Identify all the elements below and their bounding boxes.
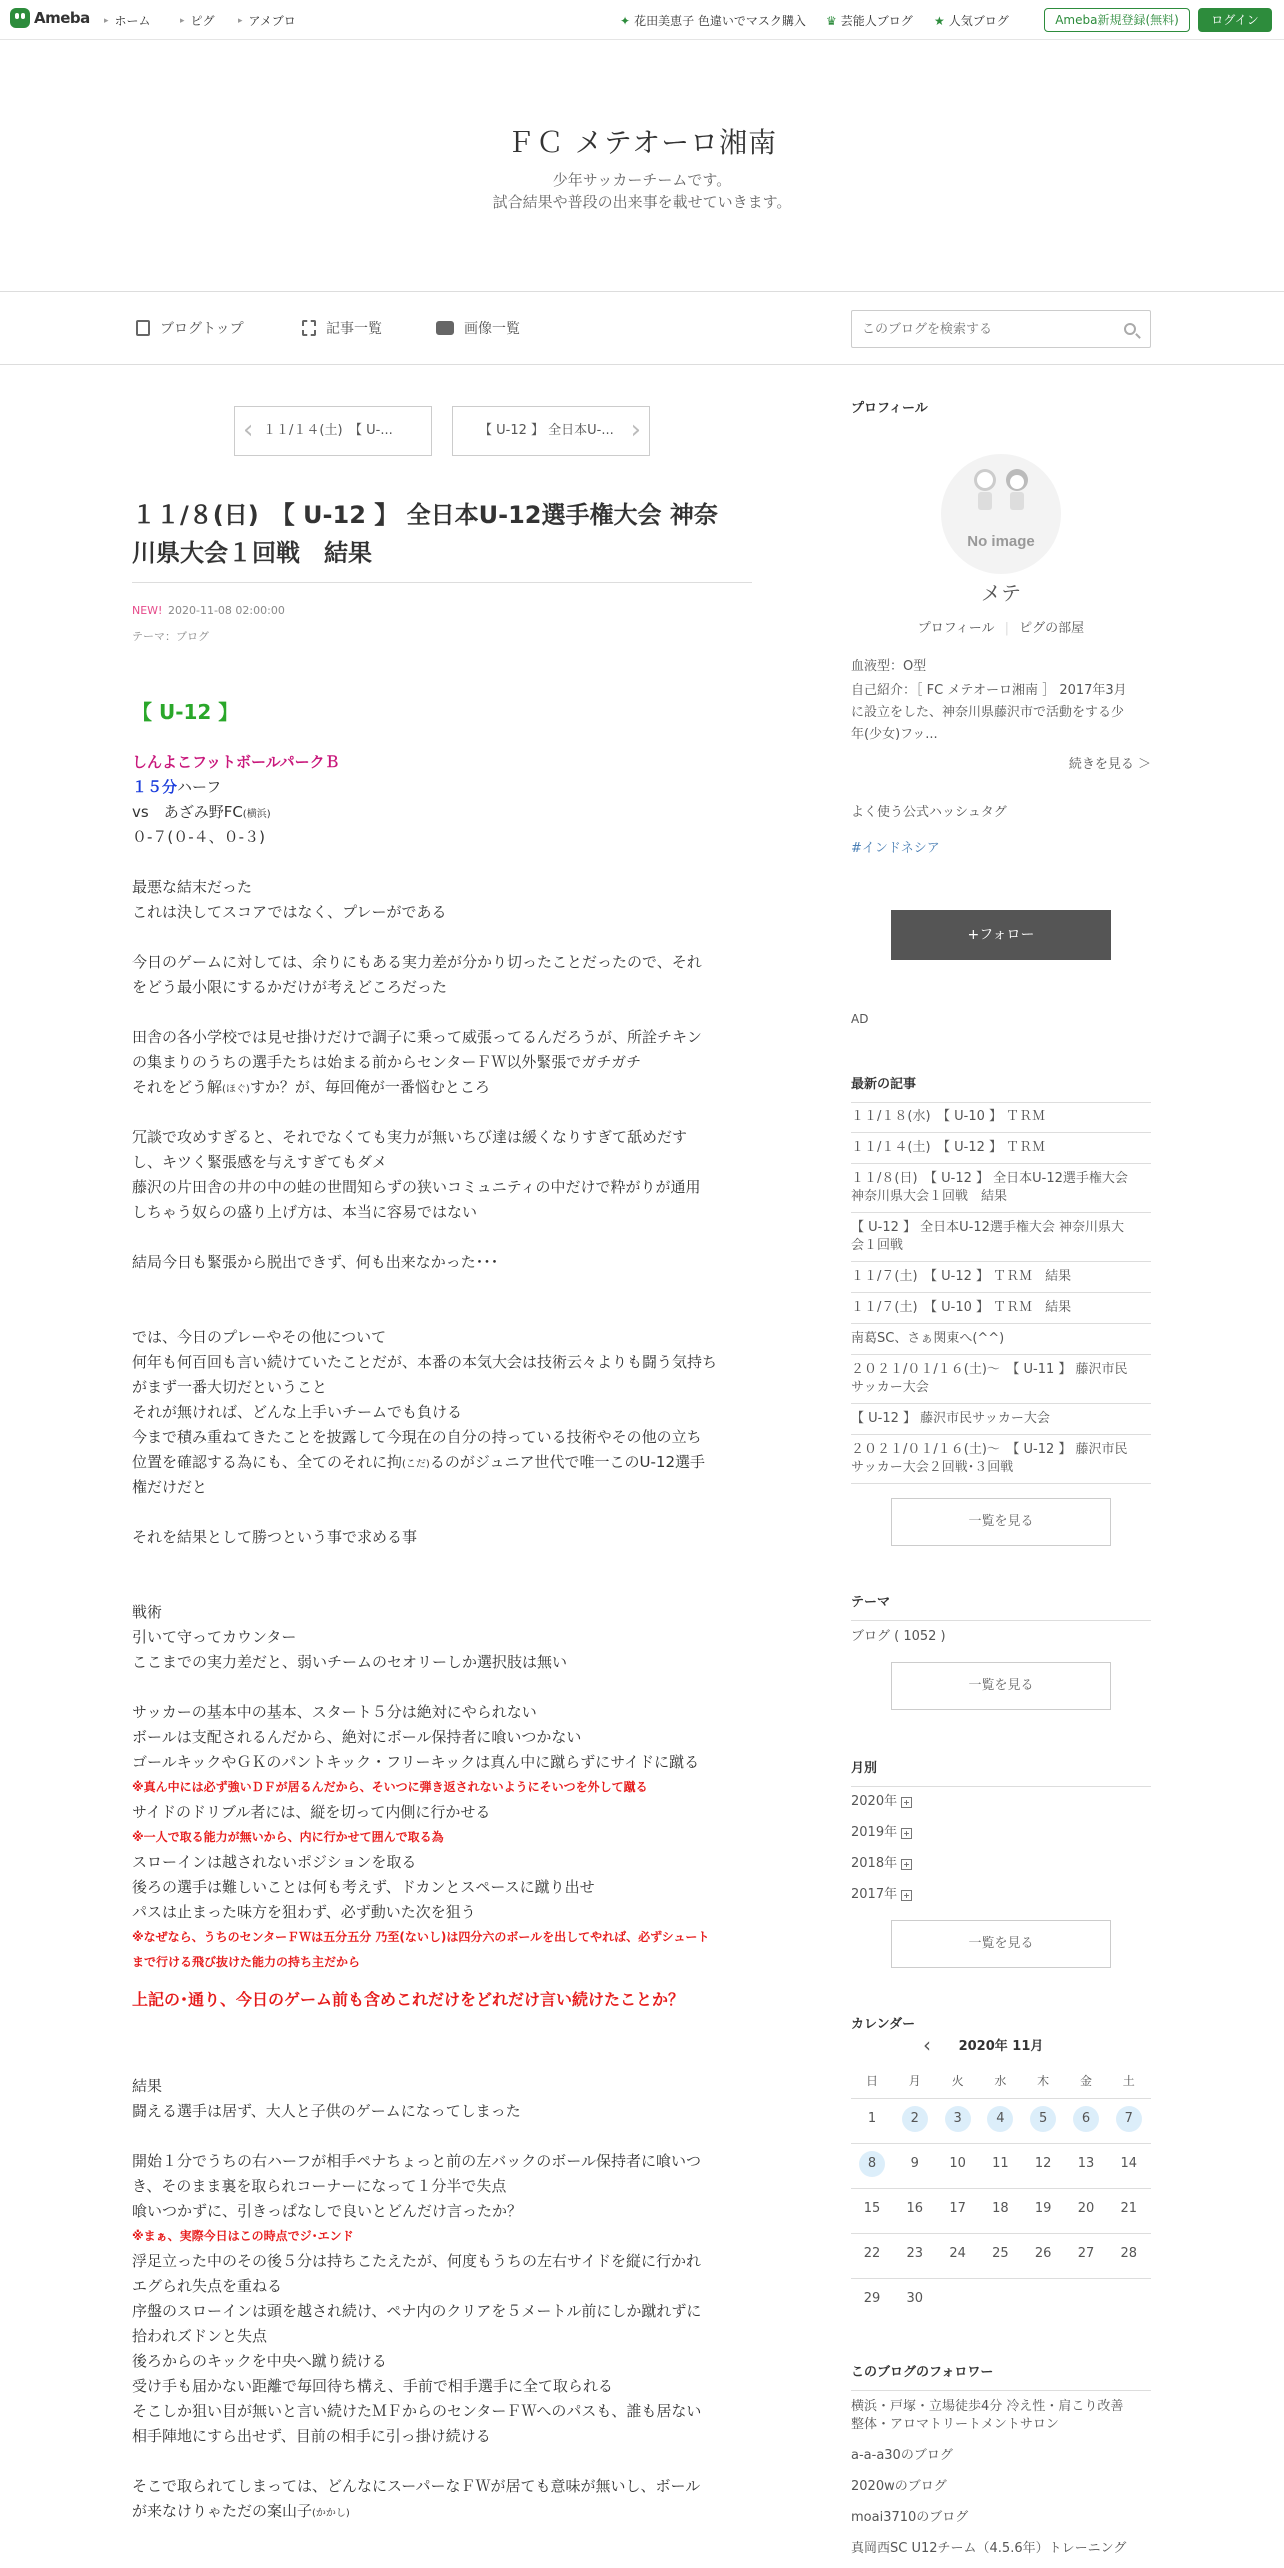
opponent-name: vs あざみ野FC [132, 803, 243, 821]
celebrity-blog-link[interactable] [826, 12, 913, 29]
recent-article-link[interactable] [851, 1139, 1151, 1157]
popular-blog-link[interactable] [934, 12, 1009, 29]
paragraph-line: サイドのドリブル者には、縦を切って内側に行かせる [132, 1803, 491, 1821]
divider [851, 1292, 1151, 1293]
follower-link[interactable] [851, 2509, 1151, 2527]
paragraph-line: 権だけだと [132, 1478, 208, 1496]
calendar-day: 24 [949, 2246, 966, 2261]
read-more-link[interactable]: 続きを見る ＞ [1068, 757, 1151, 772]
expand-icon[interactable] [901, 1859, 912, 1870]
emphasis-line: 上記の･通り、今日のゲーム前も含めこれだけをどれだけ言い続けたことか？ [132, 1990, 685, 2009]
paragraph-line: ゴールキックやＧＫのパントキック・フリーキックは真ん中に蹴らずにサイドに蹴る [132, 1753, 700, 1771]
divider [851, 2390, 1151, 2391]
theme-label: テーマ： [132, 630, 176, 643]
calendar-day: 29 [863, 2291, 881, 2306]
paragraph-line: では、今日のプレーやその他について [132, 1328, 387, 1346]
document-icon [136, 320, 150, 336]
weekday-label: 土 [1122, 2074, 1135, 2088]
paragraph-line: 藤沢の片田舎の井の中の蛙の世間知らずの狭いコミュニティの中だけで粋がりが通用 [132, 1178, 701, 1196]
year-item[interactable] [851, 1793, 1151, 1811]
calendar-month [851, 2033, 1151, 2057]
profile-heading: プロフィール [851, 401, 928, 416]
paragraph-line: 今まで積み重ねてきたことを披露して今現在の自分の持っている技術やその他の立ち [132, 1428, 702, 1446]
camera-icon [436, 321, 454, 335]
logo-text: Ameba [34, 9, 90, 27]
recent-article-title: １１/１４(土) 【 U-12 】 ＴＲＭ [851, 1140, 1046, 1155]
theme-heading: テーマ [851, 1595, 891, 1610]
weekday-label: 月 [908, 2074, 921, 2088]
month-heading: 月別 [851, 1761, 878, 1776]
paragraph-line: スローインは越されないポジションを取る [132, 1853, 417, 1871]
theme-list-all-button[interactable]: 一覧を見る [891, 1662, 1111, 1710]
theme-link[interactable]: ブログ [176, 630, 209, 643]
ruby: (かかし) [312, 2508, 350, 2519]
paragraph-line: 後ろの選手は難しいことは何も考えず、ドカンとスペースに蹴り出せ [132, 1878, 595, 1896]
profile-name: メテ [981, 581, 1021, 605]
month-list-all-button[interactable]: 一覧を見る [891, 1920, 1111, 1968]
self-intro-line: 年(少女)フッ... [851, 727, 938, 742]
blog-description: 少年サッカーチームです。 [552, 171, 732, 189]
blog-header [0, 41, 1284, 291]
divider [851, 2233, 1151, 2234]
calendar-day: 16 [906, 2201, 924, 2216]
ad-label: AD [851, 1012, 869, 1026]
paragraph-line: 最悪な結末だった [132, 878, 253, 896]
paragraph-line: 田舎の各小学校では見せ掛けだけで調子に乗って威張ってるんだろうが、所詮チキン [132, 1028, 702, 1046]
divider [851, 2278, 1151, 2279]
calendar-day: 1 [867, 2111, 877, 2126]
recent-article-link[interactable] [851, 1361, 1151, 1397]
nav-pigg-label: ピグ [190, 14, 215, 28]
nav-blog-top-label: ブログトップ [160, 321, 244, 337]
arrow-icon: ▸ [104, 15, 109, 26]
nav-pigg[interactable] [180, 12, 215, 29]
follower-name: a-a-a30のブログ [851, 2448, 953, 2463]
year-label: 2019年 [851, 1825, 898, 1840]
paragraph-line: 相手陣地にすら出せず、目前の相手に引っ掛け続ける [132, 2427, 491, 2445]
recent-article-title: 南葛SC、さぁ関東へ(^^) [851, 1331, 1005, 1346]
article-title-line: １１/８(日) 【 U-12 】 全日本U-12選手権大会 神奈 [132, 501, 718, 529]
recent-article-title: 【 U-12 】 藤沢市民サッカー大会 [851, 1411, 1050, 1426]
calendar-day: 10 [949, 2156, 966, 2171]
divider [851, 1212, 1151, 1213]
recent-article-link[interactable] [851, 1299, 1151, 1317]
calendar-day-link[interactable]: 2 [902, 2106, 928, 2132]
paragraph-line: 結局今日も緊張から脱出できず、何も出来なかった･･･ [132, 1253, 499, 1271]
paragraph-line: 拾われズドンと失点 [132, 2327, 268, 2345]
text: すか？が、毎回俺が一番悩むところ [249, 1078, 490, 1096]
self-intro-line: 自己紹介：［ FC メテオーロ湘南 ］ 2017年3月 [851, 683, 1127, 698]
blog-nav [0, 291, 1284, 365]
recent-article-title: ２０２１/０１/１６(土)～ 【 U-11 】 藤沢市民 [851, 1362, 1128, 1377]
paragraph-line: 喰いつかずに、引きっぱなしで良いとどんだけ言ったか？ [132, 2202, 523, 2220]
paragraph-line: 浮足立った中のその後５分は持ちこたえたが、何度もうちの左右サイドを縦に行かれ [132, 2252, 701, 2270]
chevron-left-icon[interactable]: ‹ [923, 2033, 931, 2057]
recent-article-link[interactable] [851, 1441, 1151, 1477]
star-icon: ★ [934, 13, 945, 28]
nav-ameblo-label: アメブロ [248, 14, 296, 28]
weekday-label: 日 [865, 2074, 878, 2088]
article-header [132, 496, 752, 572]
nav-ameblo[interactable] [238, 12, 296, 29]
recent-article-link[interactable] [851, 1268, 1151, 1286]
paragraph-line: 今日のゲームに対しては、余りにもある実力差が分かり切ったことだったので、それ [132, 953, 702, 971]
paragraph-line: ボールは支配されるんだから、絶対にボール保持者に喰いつかない [132, 1728, 582, 1746]
divider [132, 582, 752, 583]
recent-article-link[interactable] [851, 1410, 1151, 1428]
recent-article-link[interactable] [851, 1170, 1151, 1206]
calendar-day: 30 [906, 2291, 924, 2306]
text: が来なけりゃただの案山子 [132, 2502, 313, 2520]
paragraph-line: ここまでの実力差だと、弱いチームのセオリーしか選択肢は無い [132, 1653, 568, 1671]
theme-item[interactable]: ブログ ( 1052 ) [851, 1629, 946, 1644]
calendar-day: 14 [1120, 2156, 1138, 2171]
search-input[interactable] [862, 320, 1102, 338]
recent-article-title: １１/７(土) 【 U-12 】 ＴＲＭ 結果 [851, 1269, 1072, 1284]
article-date: 2020-11-08 02:00:00 [168, 604, 285, 617]
next-article-label: 【 U-12 】 全日本U-... [479, 423, 614, 438]
paragraph-line: 受け手も届かない距離で毎回待ち構え、手前で相手選手に全て取られる [132, 2377, 613, 2395]
paragraph-line [132, 1075, 752, 1100]
expand-icon[interactable] [901, 1797, 912, 1808]
match-half [132, 775, 752, 800]
calendar-day: 22 [863, 2246, 881, 2261]
recent-article-title: １１/８(日) 【 U-12 】 全日本U-12選手権大会 [851, 1171, 1128, 1186]
year-label: 2018年 [851, 1856, 898, 1871]
expand-icon[interactable] [901, 1828, 912, 1839]
calendar-day: 23 [906, 2246, 924, 2261]
paragraph-line: 何年も何百回も言い続けていたことだが、本番の本気大会は技術云々よりも闘う気持ち [132, 1353, 718, 1371]
recent-list-all-button[interactable]: 一覧を見る [891, 1498, 1111, 1546]
calendar-day: 17 [949, 2201, 966, 2216]
calendar-day-link[interactable]: 8 [859, 2151, 885, 2177]
calendar-day-link[interactable]: 7 [1116, 2106, 1142, 2132]
recent-article-link[interactable] [851, 1330, 1151, 1348]
divider [851, 1261, 1151, 1262]
ameba-logo-icon [10, 8, 30, 28]
calendar-day: 27 [1077, 2246, 1095, 2261]
follower-name: 真岡西SC U12チーム（4.5.6年）トレーニング [851, 2541, 1127, 2556]
hashtag-link[interactable]: #インドネシア [851, 841, 940, 856]
profile-link[interactable]: プロフィール [917, 621, 995, 636]
separator: | [1004, 621, 1010, 636]
recent-article-title: サッカー大会２回戦･３回戦 [851, 1460, 1014, 1475]
calendar-day: 28 [1120, 2246, 1138, 2261]
avatar[interactable] [941, 454, 1061, 574]
calendar-heading: カレンダー [851, 2017, 916, 2032]
divider [851, 2098, 1151, 2099]
chevron-left-icon: ‹ [243, 415, 254, 445]
recent-article-title: 会１回戦 [851, 1238, 904, 1253]
follow-button[interactable]: +フォロー [891, 910, 1111, 960]
paragraph-line: それを結果として勝つという事で求める事 [132, 1528, 418, 1546]
weekday-label: 金 [1079, 2074, 1092, 2088]
self-intro [851, 680, 1151, 746]
top-bar [0, 0, 1284, 40]
paragraph-line: 引いて守ってカウンター [132, 1628, 297, 1646]
paragraph-line: そこで取られてしまっては、どんなにスーパーなＦＷが居ても意味が無いし、ボール [132, 2477, 701, 2495]
paragraph-line: しちゃう奴らの盛り上げ方は、本当に容易ではない [132, 1203, 478, 1221]
follower-link[interactable] [851, 2447, 1151, 2465]
article-title-line: 川県大会１回戦 結果 [132, 539, 372, 567]
year-label: 2020年 [851, 1794, 898, 1809]
divider [851, 1620, 1151, 1621]
no-image-avatar-icon [941, 454, 1061, 574]
article-theme [132, 628, 209, 644]
hashtag-heading: よく使う公式ハッシュタグ [851, 805, 1007, 820]
calendar-day: 15 [863, 2201, 881, 2216]
half-length: １５分 [132, 778, 178, 796]
paragraph-line: これは決してスコアではなく、プレーがである [132, 903, 447, 921]
chevron-right-icon: › [630, 415, 641, 445]
trend-link[interactable] [620, 12, 806, 29]
opponent [132, 800, 752, 825]
divider [851, 2143, 1151, 2144]
popular-blog-label: 人気ブログ [948, 14, 1009, 28]
search-icon[interactable] [1124, 323, 1136, 335]
recent-article-title: 神奈川県大会１回戦 結果 [851, 1189, 1008, 1204]
red-note: ※まぁ、実際今日はこの時点でジ･エンド [132, 2229, 354, 2243]
calendar-day: 9 [910, 2156, 919, 2171]
recent-article-title: ２０２１/０１/１６(土)～ 【 U-12 】 藤沢市民 [851, 1442, 1128, 1457]
recent-article-link[interactable] [851, 1108, 1151, 1126]
paragraph-line: 結果 [132, 2077, 163, 2095]
paragraph-line [132, 2499, 752, 2524]
paragraph-line: そこしか狙い目が無いと言い続けたＭＦからのセンターＦＷへのパスも、誰も居ない [132, 2402, 702, 2420]
year-item[interactable] [851, 1855, 1151, 1873]
year-label: 2017年 [851, 1887, 898, 1902]
nav-article-list-label: 記事一覧 [326, 321, 382, 337]
nav-blog-top[interactable] [136, 318, 244, 338]
crown-icon: ♛ [826, 13, 837, 28]
recent-article-title: １１/１８(水) 【 U-10 】 ＴＲＭ [851, 1109, 1046, 1124]
recent-article-title: １１/７(土) 【 U-10 】 ＴＲＭ 結果 [851, 1300, 1072, 1315]
text: それをどう解 [132, 1078, 223, 1096]
login-button[interactable]: ログイン [1198, 8, 1272, 32]
score: ０-７(０-４、０-３) [132, 828, 265, 846]
divider [851, 1434, 1151, 1435]
nav-home-label: ホーム [114, 14, 151, 28]
calendar-day-link[interactable]: 4 [987, 2106, 1013, 2132]
paragraph-line: サッカーの基本中の基本、スタート５分は絶対にやられない [132, 1703, 537, 1721]
nav-image-list[interactable] [436, 318, 520, 338]
follower-link[interactable] [851, 2478, 1151, 2496]
follower-name: 横浜・戸塚・立場徒歩4分 冷え性・肩こり改善 [851, 2399, 1124, 2414]
calendar-day: 20 [1077, 2201, 1095, 2216]
celebrity-blog-label: 芸能人ブログ [840, 14, 913, 28]
red-note: ※真ん中には必ず強いＤＦが居るんだから、そいつに弾き返されないようにそいつを外して蹴る [132, 1780, 648, 1794]
divider [851, 1786, 1151, 1787]
follower-name: 整体・アロマトリートメントサロン [851, 2417, 1059, 2432]
blood-type: 血液型：O型 [851, 659, 927, 674]
recent-article-title: サッカー大会 [851, 1380, 929, 1395]
register-button[interactable]: Ameba新規登録(無料) [1044, 8, 1190, 32]
paragraph-line: エグられ失点を重ねる [132, 2277, 283, 2295]
expand-icon[interactable] [901, 1890, 912, 1901]
calendar-day: 13 [1077, 2156, 1095, 2171]
text: 位置を確認する為にも、全てのそれに拘 [132, 1453, 403, 1471]
half-label: ハーフ [177, 778, 222, 796]
article-title [132, 496, 752, 572]
divider [851, 1403, 1151, 1404]
new-badge: NEW! [132, 604, 163, 617]
prev-article-label: １１/１４(土) 【 U-... [263, 423, 393, 438]
calendar-month-label: 2020年 11月 [958, 2039, 1044, 2054]
blog-description: 試合結果や普段の出来事を載せていきます。 [492, 193, 792, 211]
profile-links [851, 620, 1151, 638]
paragraph-line: 後ろからのキックを中央へ蹴り続ける [132, 2352, 387, 2370]
follower-link[interactable] [851, 2540, 1151, 2558]
self-intro-line: に設立をした、神奈川県藤沢市で活動をする少 [851, 705, 1125, 720]
calendar-day-link[interactable]: 3 [945, 2106, 971, 2132]
divider [851, 2188, 1151, 2189]
calendar-day: 19 [1034, 2201, 1052, 2216]
paragraph-line [132, 1450, 752, 1475]
nav-home[interactable] [104, 12, 151, 29]
article-body [132, 700, 752, 2524]
paragraph-line: 闘える選手は居ず、大人と子供のゲームになってしまった [132, 2102, 521, 2120]
trend-link-label: 花田美恵子 色違いでマスク購入 [634, 14, 806, 28]
paragraph-line: 開始１分でうちの右ハーフが相手ペナちょっと前の左バックのボール保持者に喰いつ [132, 2152, 701, 2170]
paragraph-line: パスは止まった味方を狙わず、必ず動いた次を狙う [132, 1903, 476, 1921]
follower-name: moai3710のブログ [851, 2510, 969, 2525]
opponent-area: (横浜) [242, 809, 271, 820]
recent-heading: 最新の記事 [851, 1077, 917, 1092]
ruby: (こだ) [402, 1459, 430, 1470]
venue: しんよこフットボールパークＢ [132, 753, 340, 771]
nav-article-list[interactable] [302, 318, 382, 338]
paragraph-line: き、そのまま裏を取られコーナーになって１分半で失点 [132, 2177, 507, 2195]
ruby: (ほぐ) [222, 1084, 250, 1095]
paragraph-line: がまず一番大切だということ [132, 1378, 328, 1396]
divider [851, 1323, 1151, 1324]
weekday-label: 水 [994, 2074, 1007, 2088]
calendar-day: 12 [1034, 2156, 1052, 2171]
text: るのがジュニア世代で唯一このU-12選手 [429, 1453, 706, 1471]
section-heading: 【 U-12 】 [132, 700, 239, 724]
weekday-label: 火 [951, 2074, 964, 2088]
paragraph-line: 戦術 [132, 1603, 163, 1621]
recent-article-title: 【 U-12 】 全日本U-12選手権大会 神奈川県大 [851, 1220, 1125, 1235]
nav-image-list-label: 画像一覧 [464, 321, 520, 337]
blog-title[interactable]: ＦＣ メテオーロ湘南 [506, 126, 778, 159]
red-note: ※なぜなら、うちのセンターＦＷは五分五分 乃至(ないし)は四分六のボールを出してやれば、必ずシュート [132, 1930, 710, 1944]
leaf-icon: ✦ [620, 13, 631, 28]
follower-name: 2020wのブログ [851, 2479, 947, 2494]
recent-article-link[interactable] [851, 1219, 1151, 1255]
paragraph-line: をどう最小限にするかだけが考えどころだった [132, 978, 448, 996]
red-note: ※一人で取る能力が無いから、内に行かせて囲んで取る為 [132, 1830, 444, 1844]
divider [851, 1163, 1151, 1164]
followers-heading: このブログのフォロワー [851, 2365, 994, 2380]
year-item[interactable] [851, 1824, 1151, 1842]
follower-link[interactable] [851, 2398, 1151, 2434]
paragraph-line: 序盤のスローインは頭を越され続け、ペナ内のクリアを５メートル前にしか蹴れずに [132, 2302, 702, 2320]
calendar-day: 26 [1034, 2246, 1052, 2261]
no-image-label: No image [967, 533, 1035, 550]
pig-room-link[interactable]: ピグの部屋 [1019, 621, 1085, 636]
paragraph-line: 冗談で攻めすぎると、それでなくても実力が無いちび達は緩くなりすぎて舐めだす [132, 1128, 688, 1146]
calendar-day: 18 [992, 2201, 1009, 2216]
ameba-logo[interactable] [10, 8, 90, 28]
next-article-button[interactable] [452, 406, 650, 456]
calendar-day-link[interactable]: 5 [1030, 2106, 1056, 2132]
paragraph-line: し、キツく緊張感を与えすぎてもダメ [132, 1153, 388, 1171]
calendar-day: 25 [992, 2246, 1009, 2261]
calendar-day: 21 [1120, 2201, 1138, 2216]
divider [851, 1483, 1151, 1484]
calendar-day-link[interactable]: 6 [1073, 2106, 1099, 2132]
year-item[interactable] [851, 1886, 1151, 1904]
divider [851, 1354, 1151, 1355]
calendar-day: 11 [992, 2156, 1009, 2171]
divider [851, 1102, 1151, 1103]
blog-search [851, 310, 1151, 348]
paragraph-line: それが無ければ、どんな上手いチームでも負ける [132, 1403, 463, 1421]
prev-article-button[interactable] [234, 406, 432, 456]
arrow-icon: ▸ [180, 15, 185, 26]
weekday-label: 木 [1037, 2074, 1050, 2088]
divider [851, 1132, 1151, 1133]
arrow-icon: ▸ [238, 15, 243, 26]
paragraph-line: の集まりのうちの選手たちは始まる前からセンターＦＷ以外緊張でガチガチ [132, 1053, 642, 1071]
copy-icon [302, 320, 316, 336]
red-note: まで行ける飛び抜けた能力の持ち主だから [132, 1955, 361, 1969]
